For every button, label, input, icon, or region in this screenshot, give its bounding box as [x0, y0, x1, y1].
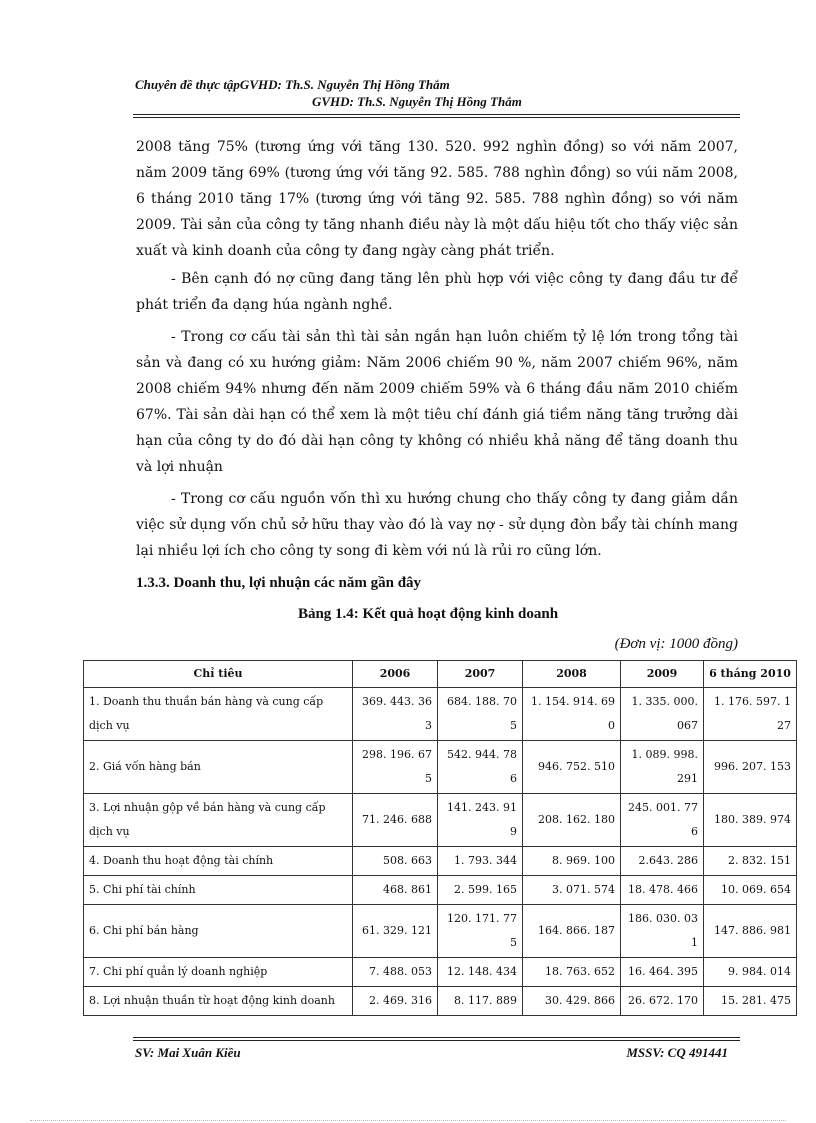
table-cell: 1. 176. 597. 127 [704, 688, 797, 741]
row-label: 7. Chi phí quản lý doanh nghiệp [84, 958, 353, 987]
table-row [84, 958, 797, 987]
header-line-2: GVHD: Th.S. Nguyễn Thị Hồng Thắm [312, 94, 522, 109]
table-caption: Bảng 1.4: Kết quả hoạt động kinh doanh [297, 606, 559, 622]
table-cell: 18. 763. 652 [523, 958, 621, 987]
table-cell: 147. 886. 981 [704, 905, 797, 958]
results-table [83, 660, 797, 1016]
table-cell: 15. 281. 475 [704, 987, 797, 1016]
table-cell: 1. 335. 000. 067 [621, 688, 704, 741]
table-cell: 16. 464. 395 [621, 958, 704, 987]
footer-student-id: MSSV: CQ 491441 [626, 1045, 728, 1060]
table-cell: 71. 246. 688 [353, 794, 438, 847]
row-label: 6. Chi phí bán hàng [84, 905, 353, 958]
footer-rule-bottom [133, 1040, 740, 1041]
table-cell: 684. 188. 705 [438, 688, 523, 741]
table-cell: 2. 599. 165 [438, 876, 523, 905]
table-cell: 120. 171. 775 [438, 905, 523, 958]
table-cell: 141. 243. 919 [438, 794, 523, 847]
table-cell: 996. 207. 153 [704, 741, 797, 794]
table-cell: 468. 861 [353, 876, 438, 905]
page-edge-divider [30, 1120, 786, 1121]
table-cell: 542. 944. 786 [438, 741, 523, 794]
table-row [84, 847, 797, 876]
row-label: 3. Lợi nhuận gộp về bán hàng và cung cấp dịch vụ [84, 794, 353, 847]
col-header: 2008 [523, 661, 621, 688]
header-rule-top [133, 114, 740, 115]
table-cell: 946. 752. 510 [523, 741, 621, 794]
row-label: 8. Lợi nhuận thuần từ hoạt động kinh doanh [84, 987, 353, 1016]
table-cell: 7. 488. 053 [353, 958, 438, 987]
table-cell: 8. 969. 100 [523, 847, 621, 876]
table-cell: 2. 469. 316 [353, 987, 438, 1016]
table-cell: 61. 329. 121 [353, 905, 438, 958]
table-cell: 1. 089. 998. 291 [621, 741, 704, 794]
table-cell: 30. 429. 866 [523, 987, 621, 1016]
paragraph-1: 2008 tăng 75% (tương ứng với tăng 130. 520. 992 nghìn đồng) so với năm 2007, năm 2009 tăng 69% (tương ứng với tăng 92. 585. 788 nghìn đồng) so vúi năm 2008, 6 tháng 2010 tăng 17% (tương ứng với tăng 92. 585. 788 nghìn đồng) so với năm 2009. Tài sản của công ty tăng nhanh điều này là một dấu hiệu tốt cho thấy việc sản xuất và kinh doanh của công ty đang ngày càng phát triển. [136, 139, 738, 259]
table-cell: 18. 478. 466 [621, 876, 704, 905]
header-line-1: Chuyên đề thực tậpGVHD: Th.S. Nguyễn Thị Hồng Thắm [135, 77, 450, 92]
table-cell: 10. 069. 654 [704, 876, 797, 905]
col-header: 2006 [353, 661, 438, 688]
footer-student: SV: Mai Xuân Kiều [135, 1045, 241, 1060]
table-cell: 8. 117. 889 [438, 987, 523, 1016]
table-cell: 3. 071. 574 [523, 876, 621, 905]
header-rule-bottom [133, 117, 740, 118]
table-cell: 1. 154. 914. 690 [523, 688, 621, 741]
table-cell: 12. 148. 434 [438, 958, 523, 987]
section-heading: 1.3.3. Doanh thu, lợi nhuận các năm gần đây [136, 575, 422, 591]
col-header: 2009 [621, 661, 704, 688]
table-cell: 9. 984. 014 [704, 958, 797, 987]
table-row [84, 688, 797, 741]
footer-rule-top [133, 1037, 740, 1038]
table-row [84, 794, 797, 847]
row-label: 4. Doanh thu hoạt động tài chính [84, 847, 353, 876]
table-cell: 2.643. 286 [621, 847, 704, 876]
table-row [84, 905, 797, 958]
table-row [84, 741, 797, 794]
table-row [84, 987, 797, 1016]
row-label: 5. Chi phí tài chính [84, 876, 353, 905]
table-cell: 508. 663 [353, 847, 438, 876]
row-label: 1. Doanh thu thuần bán hàng và cung cấp dịch vụ [84, 688, 353, 741]
table-cell: 208. 162. 180 [523, 794, 621, 847]
paragraph-2: - Bên cạnh đó nợ cũng đang tăng lên phù hợp với việc công ty đang đầu tư để phát triển đa dạng húa ngành nghề. [136, 271, 738, 313]
table-header-row [84, 661, 797, 688]
table-cell: 164. 866. 187 [523, 905, 621, 958]
unit-note: (Đơn vị: 1000 đồng) [614, 636, 738, 652]
col-header: 2007 [438, 661, 523, 688]
paragraph-3: - Trong cơ cấu tài sản thì tài sản ngắn hạn luôn chiếm tỷ lệ lớn trong tổng tài sản và đang có xu hướng giảm: Năm 2006 chiếm 90 %, năm 2007 chiếm 96%, năm 2008 chiếm 94% nhưng đến năm 2009 chiếm 59% và 6 tháng đầu năm 2010 chiếm 67%. Tài sản dài hạn có thể xem là một tiêu chí đánh giá tiềm năng tăng trưởng dài hạn của công ty do đó dài hạn công ty không có nhiều khả năng để tăng doanh thu và lợi nhuận [136, 329, 738, 475]
table-cell: 298. 196. 675 [353, 741, 438, 794]
table-cell: 26. 672. 170 [621, 987, 704, 1016]
table-cell: 369. 443. 363 [353, 688, 438, 741]
table-cell: 186. 030. 031 [621, 905, 704, 958]
table-cell: 180. 389. 974 [704, 794, 797, 847]
table-cell: 245. 001. 776 [621, 794, 704, 847]
col-header: 6 tháng 2010 [704, 661, 797, 688]
paragraph-4: - Trong cơ cấu nguồn vốn thì xu hướng chung cho thấy công ty đang giảm dần việc sử dụng vốn chủ sở hữu thay vào đó là vay nợ - sử dụng đòn bẩy tài chính mang lại nhiều lợi ích cho công ty song đi kèm với nú là rủi ro cũng lớn. [136, 491, 738, 559]
table-row [84, 876, 797, 905]
table-cell: 1. 793. 344 [438, 847, 523, 876]
col-header: Chỉ tiêu [84, 661, 353, 688]
table-cell: 2. 832. 151 [704, 847, 797, 876]
row-label: 2. Giá vốn hàng bán [84, 741, 353, 794]
